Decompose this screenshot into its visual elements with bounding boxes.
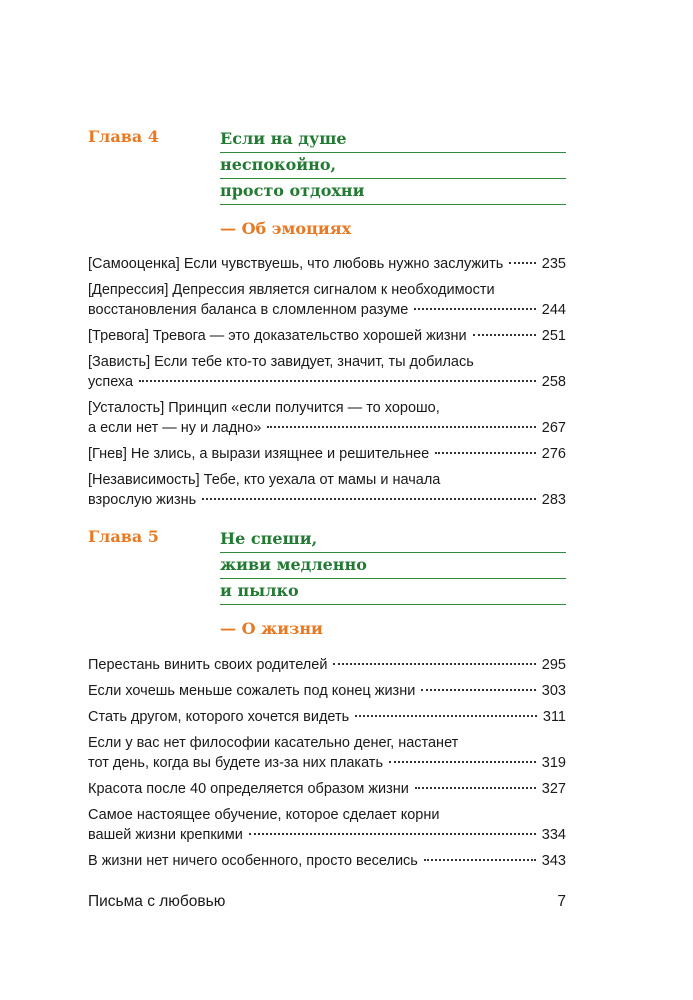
toc-entry-line <box>88 326 566 346</box>
toc-page-number: 343 <box>541 853 566 869</box>
toc-entry[interactable] <box>88 681 566 701</box>
toc-entry-title: успеха <box>88 374 134 390</box>
toc-entry-title: тот день, когда вы будете из-за них плакать <box>88 755 384 771</box>
chapter-title-line: неспокойно, <box>220 153 566 179</box>
toc-entry-line <box>88 372 566 392</box>
chapter-4-subtitle: — Об эмоциях <box>220 219 352 238</box>
toc-entry-title: взрослую жизнь <box>88 492 197 508</box>
toc-page-number: 334 <box>541 827 566 843</box>
toc-entry-line <box>88 779 566 799</box>
dot-leader <box>389 760 536 763</box>
dot-leader <box>414 307 535 310</box>
dot-leader <box>415 786 536 789</box>
chapter-5-toc <box>88 655 566 877</box>
dot-leader <box>421 688 535 691</box>
toc-entry-title: [Самооценка] Если чувствуешь, что любовь нужно заслужить <box>88 256 504 272</box>
toc-entry[interactable] <box>88 707 566 727</box>
toc-entry-line <box>88 655 566 675</box>
toc-entry-line <box>88 418 566 438</box>
toc-entry[interactable] <box>88 779 566 799</box>
chapter-title-line: Не спеши, <box>220 527 566 553</box>
toc-entry-line <box>88 753 566 773</box>
toc-page-number: 267 <box>541 420 566 436</box>
toc-entry[interactable] <box>88 851 566 871</box>
dot-leader <box>424 858 536 861</box>
toc-entry-title: восстановления баланса в сломленном разуме <box>88 302 409 318</box>
toc-page-number: 235 <box>541 256 566 272</box>
chapter-5-title <box>220 527 566 638</box>
toc-entry-title: [Гнев] Не злись, а вырази изящнее и решительнее <box>88 446 430 462</box>
toc-entry[interactable] <box>88 398 566 438</box>
chapter-title-line: живи медленно <box>220 553 566 579</box>
toc-entry[interactable] <box>88 733 566 773</box>
toc-entry-title: [Тревога] Тревога — это доказательство хорошей жизни <box>88 328 467 344</box>
toc-entry-line: Если у вас нет философии касательно денег, настанет <box>88 735 459 751</box>
dot-leader <box>139 379 536 382</box>
toc-page-number: 276 <box>541 446 566 462</box>
toc-entry[interactable] <box>88 470 566 510</box>
toc-entry-title: а если нет — ну и ладно» <box>88 420 262 436</box>
toc-page-number: 319 <box>541 755 566 771</box>
dot-leader <box>355 714 537 717</box>
chapter-4-label: Глава 4 <box>88 127 159 146</box>
dot-leader <box>333 662 535 665</box>
toc-entry-line <box>88 707 566 727</box>
toc-entry-title: вашей жизни крепкими <box>88 827 243 843</box>
toc-entry[interactable] <box>88 254 566 274</box>
toc-page-number: 251 <box>541 328 566 344</box>
toc-entry-line: [Депрессия] Депрессия является сигналом к необходимости <box>88 282 495 298</box>
toc-entry-title: Красота после 40 определяется образом жизни <box>88 781 409 797</box>
dot-leader <box>267 425 535 428</box>
toc-entry-title: Стать другом, которого хочется видеть <box>88 709 350 725</box>
page-number: 7 <box>557 893 566 910</box>
chapter-4-toc <box>88 254 566 516</box>
toc-entry[interactable] <box>88 280 566 320</box>
dot-leader <box>202 497 536 500</box>
toc-page-number: 327 <box>541 781 566 797</box>
toc-entry-title: Перестань винить своих родителей <box>88 657 328 673</box>
chapter-title-line: Если на душе <box>220 127 566 153</box>
toc-entry-line: Самое настоящее обучение, которое сделает корни <box>88 807 440 823</box>
running-footer-title: Письма с любовью <box>88 893 226 910</box>
chapter-5-subtitle: — О жизни <box>220 619 323 638</box>
toc-entry-line <box>88 254 566 274</box>
toc-entry[interactable] <box>88 655 566 675</box>
toc-entry-line <box>88 851 566 871</box>
toc-entry-line <box>88 300 566 320</box>
toc-page-number: 244 <box>541 302 566 318</box>
toc-page-number: 303 <box>541 683 566 699</box>
toc-page-number: 283 <box>541 492 566 508</box>
toc-entry[interactable] <box>88 326 566 346</box>
dot-leader <box>509 261 535 264</box>
toc-entry-line <box>88 681 566 701</box>
chapter-5-label: Глава 5 <box>88 527 159 546</box>
toc-page-number: 258 <box>541 374 566 390</box>
toc-entry[interactable] <box>88 352 566 392</box>
toc-entry[interactable] <box>88 805 566 845</box>
toc-entry-line <box>88 490 566 510</box>
toc-entry-line: [Независимость] Тебе, кто уехала от мамы и начала <box>88 472 441 488</box>
toc-entry-line: [Зависть] Если тебе кто-то завидует, значит, ты добилась <box>88 354 474 370</box>
toc-entry-title: Если хочешь меньше сожалеть под конец жизни <box>88 683 416 699</box>
chapter-title-line: просто отдохни <box>220 179 566 205</box>
chapter-title-line: и пылко <box>220 579 566 605</box>
toc-entry[interactable] <box>88 444 566 464</box>
dot-leader <box>473 333 536 336</box>
dot-leader <box>435 451 536 454</box>
chapter-4-title <box>220 127 566 238</box>
toc-entry-title: В жизни нет ничего особенного, просто веселись <box>88 853 418 869</box>
toc-entry-line: [Усталость] Принцип «если получится — то хорошо, <box>88 400 440 416</box>
toc-entry-line <box>88 444 566 464</box>
toc-page-number: 295 <box>541 657 566 673</box>
toc-page-number: 311 <box>542 709 566 725</box>
toc-entry-line <box>88 825 566 845</box>
dot-leader <box>249 832 536 835</box>
